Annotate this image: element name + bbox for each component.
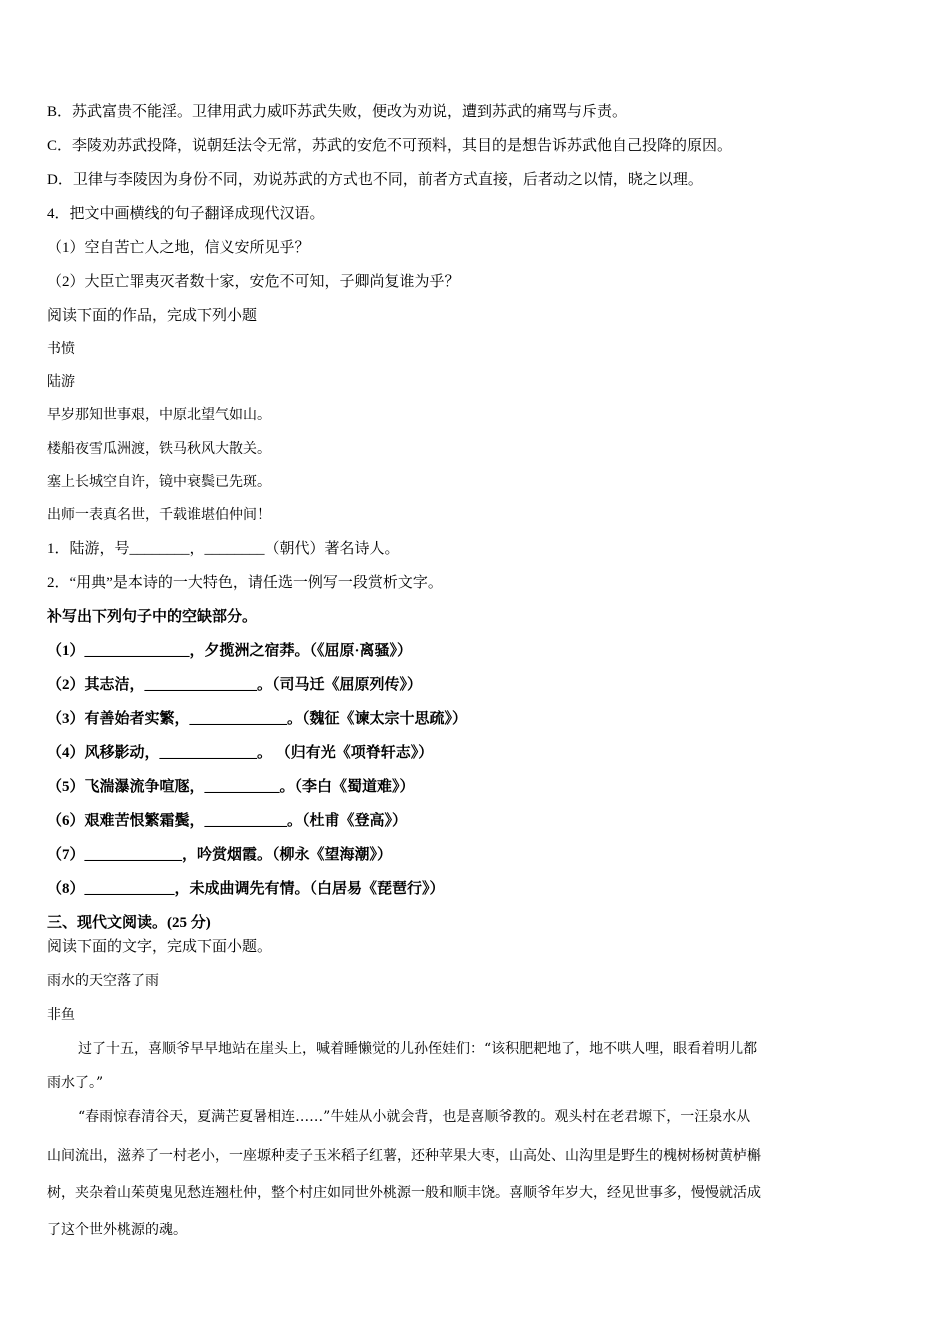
poem-title: 书愤 [47,341,75,357]
section-3-heading: 三、现代文阅读。(25 分) [47,915,211,931]
option-d: D．卫律与李陵因为身份不同，劝说苏武的方式也不同，前者方式直接，后者动之以情，晓之以理。 [47,172,703,188]
question-4-sentence-1: （1）空自苦亡人之地，信义安所见乎？ [47,240,310,256]
fill-blank-item-4: （4）风移影动，_____________。 （归有光《项脊轩志》） [47,745,434,761]
fill-blank-heading: 补写出下列句子中的空缺部分。 [47,609,258,625]
question-4-prompt: 4．把文中画横线的句子翻译成现代汉语。 [47,206,325,222]
fill-blank-item-8: （8）____________，未成曲调先有情。（白居易《琵琶行》） [47,881,445,897]
poem-author: 陆游 [47,374,75,390]
fill-blank-item-7: （7）_____________，吟赏烟霞。（柳永《望海潮》） [47,847,393,863]
fill-blank-item-5: （5）飞湍瀑流争喧豗，__________。（李白《蜀道难》） [47,779,415,795]
article-paragraph-1-line-1: 过了十五，喜顺爷早早地站在崖头上，喊着睡懒觉的儿孙侄娃们：“该积肥耙地了，地不哄人哩，眼看着明儿都 [78,1041,758,1057]
fill-blank-item-2: （2）其志洁，_______________。（司马迁《屈原列传》） [47,677,423,693]
poem-line-3: 塞上长城空自许，镜中衰鬓已先斑。 [47,474,271,490]
poem-line-1: 早岁那知世事艰，中原北望气如山。 [47,407,271,423]
poem-line-4: 出师一表真名世，千载谁堪伯仲间！ [47,507,271,523]
poem-section-intro: 阅读下面的作品，完成下列小题 [47,308,258,324]
article-paragraph-2-line-4: 了这个世外桃源的魂。 [47,1222,187,1238]
article-paragraph-2-line-1: “春雨惊春清谷天，夏满芒夏暑相连……”牛娃从小就会背，也是喜顺爷教的。观头村在老君塬下，一汪泉水从 [78,1109,751,1125]
fill-blank-item-6: （6）艰难苦恨繁霜鬓，___________。（杜甫《登高》） [47,813,408,829]
article-paragraph-1-line-2: 雨水了。” [47,1075,104,1091]
section-3-intro: 阅读下面的文字，完成下面小题。 [47,939,273,955]
question-4-sentence-2: （2）大臣亡罪夷灭者数十家，安危不可知，子卿尚复谁为乎？ [47,274,460,290]
option-b: B．苏武富贵不能淫。卫律用武力威吓苏武失败，便改为劝说，遭到苏武的痛骂与斥责。 [47,104,628,120]
article-paragraph-2-line-3: 树，夹杂着山茱萸鬼见愁连翘杜仲，整个村庄如同世外桃源一般和顺丰饶。喜顺爷年岁大，经见世事多，慢慢就活成 [47,1185,761,1201]
fill-blank-item-1: （1）______________，夕揽洲之宿莽。（《屈原·离骚》） [47,643,413,659]
option-c: C．李陵劝苏武投降，说朝廷法令无常，苏武的安危不可预料，其目的是想告诉苏武他自己投降的原因。 [47,138,733,154]
article-author: 非鱼 [47,1007,75,1023]
article-title: 雨水的天空落了雨 [47,973,159,989]
poem-line-2: 楼船夜雪瓜洲渡，铁马秋风大散关。 [47,441,271,457]
poem-question-1: 1．陆游，号________，________（朝代）著名诗人。 [47,541,400,557]
poem-question-2: 2．“用典”是本诗的一大特色，请任选一例写一段赏析文字。 [47,575,443,591]
fill-blank-item-3: （3）有善始者实繁，_____________。（魏征《谏太宗十思疏》） [47,711,468,727]
article-paragraph-2-line-2: 山间流出，滋养了一村老小，一座塬种麦子玉米稻子红薯，还种苹果大枣，山高处、山沟里是野生的槐树杨树黄栌槲 [47,1148,761,1164]
